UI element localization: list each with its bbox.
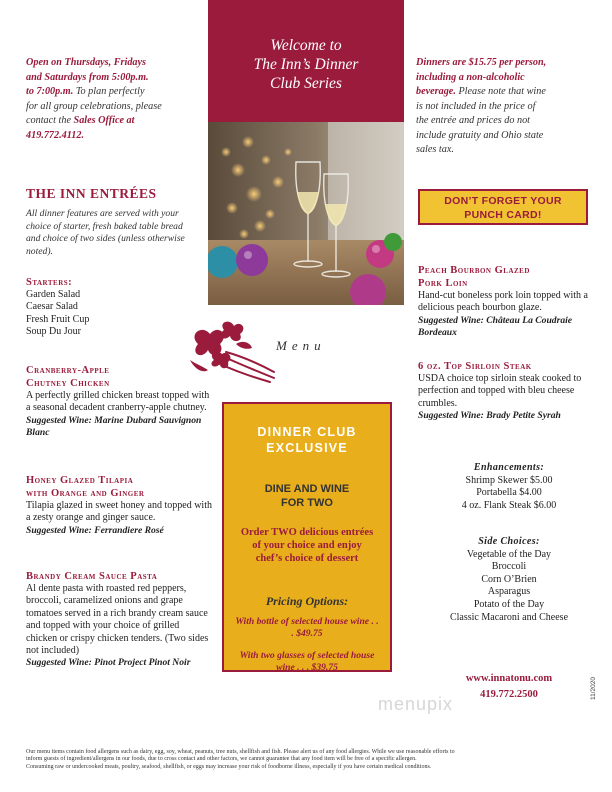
side-item: Asparagus	[487, 586, 531, 598]
punch-card-banner	[418, 189, 588, 225]
disclaimer-line-3: Consuming raw or undercooked meats, poultry, seafood, shellfish, or eggs may increase your risk of foodborne illness, especially if you have certain medical conditions.	[26, 763, 432, 770]
price-line-4: is not included in the price of	[416, 100, 536, 112]
side-item: Potato of the Day	[473, 598, 545, 610]
disclaimer-line-2: inform guests of ingredient/allergens in our foods, due to cross contact and other factors, we cannot guarantee that any food item will be free of a specific allergen.	[26, 756, 417, 763]
side-item: Classic Macaroni and Cheese	[449, 611, 569, 623]
suggested-wine: Suggested Wine: Pinot Project Pinot Noir	[26, 657, 191, 669]
side-item: Vegetable of the Day	[466, 548, 552, 560]
dish-title: Cranberry-Apple	[26, 365, 110, 376]
welcome-line-1: Welcome to	[270, 37, 342, 54]
punch-card-line-2: PUNCH CARD!	[464, 209, 542, 221]
dish-title: with Orange and Ginger	[26, 488, 145, 499]
order-two-offer: Order TWO delicious entrées of your choice and enjoy chef’s choice of dessert	[240, 527, 374, 564]
dish-title: Honey Glazed Tilapia	[26, 475, 134, 486]
side-choices-section	[418, 536, 600, 624]
hours-line-5-pre: contact the	[26, 115, 74, 126]
dish-title: Brandy Cream Sauce Pasta	[26, 571, 158, 582]
welcome-line-3: Club Series	[270, 75, 342, 92]
dinner-club-exclusive-box	[222, 402, 392, 672]
dish-description: Tilapia glazed in sweet honey and topped with a zesty orange and ginger sauce.	[26, 500, 212, 524]
enhancement-item: Shrimp Skewer $5.00	[465, 474, 553, 486]
suggested-wine: Suggested Wine: Château La Coudraie Bordeaux	[418, 314, 573, 339]
starter-item: Soup Du Jour	[26, 326, 82, 338]
dish-brandy-pasta	[26, 570, 212, 670]
exclusive-title-line-2: EXCLUSIVE	[266, 441, 348, 455]
dine-line-2: FOR TWO	[281, 497, 333, 509]
dish-title: Pork Loin	[418, 278, 468, 289]
dish-description: A perfectly grilled chicken breast topped with a seasonal decadent cranberry-apple chutney.	[26, 390, 210, 414]
dine-line-1: DINE AND WINE	[264, 483, 350, 495]
welcome-banner	[208, 0, 404, 122]
pricing-options-title: Pricing Options:	[265, 594, 349, 608]
punch-card-line-1: DON’T FORGET YOUR	[444, 195, 562, 207]
dish-peach-pork-loin	[418, 264, 600, 340]
enhancements-section	[418, 462, 600, 512]
menu-label: Menu	[276, 338, 326, 353]
dish-title: Peach Bourbon Glazed	[418, 265, 530, 276]
starters-section	[26, 276, 198, 339]
welcome-line-2: The Inn’s Dinner	[253, 56, 359, 73]
starter-item: Fresh Fruit Cup	[26, 313, 90, 325]
dish-description: Al dente pasta with roasted red peppers, broccoli, caramelized onions and grape tomatoes served in a rich brandy cream sauce and topped with your choice of grilled chicken or crispy chicken tenders. (Two sides not included)	[26, 583, 209, 657]
suggested-wine: Suggested Wine: Brady Petite Syrah	[418, 410, 561, 422]
price-line-1: Dinners are $15.75 per person,	[416, 57, 547, 68]
enhancements-title: Enhancements:	[473, 462, 545, 473]
enhancement-item: 4 oz. Flank Steak $6.00	[461, 499, 557, 511]
price-line-7: sales tax.	[416, 144, 454, 155]
date-code: 11/2020	[590, 676, 597, 700]
starter-item: Garden Salad	[26, 289, 81, 300]
hours-info	[26, 56, 198, 143]
allergen-disclaimer	[26, 749, 588, 771]
hours-line-2: and Saturdays from 5:00p.m.	[26, 71, 149, 83]
dish-sirloin-steak	[418, 360, 600, 423]
disclaimer-line-1: Our menu items contain food allergens such as dairy, egg, soy, wheat, peanuts, tree nuts, shellfish and fish. Please alert us of any food allergies. While we use reasonable efforts to	[26, 749, 455, 755]
dish-title: 6 oz. Top Sirloin Steak	[418, 361, 532, 372]
dish-description: USDA choice top sirloin steak cooked to perfection and topped with bleu cheese crumbles.	[418, 373, 582, 409]
entrees-title: THE INN ENTRÉES	[26, 186, 157, 201]
dine-and-wine-heading	[224, 482, 390, 510]
hours-line-3-rest: To plan perfectly	[73, 86, 145, 97]
website-link[interactable]: www.innatonu.com	[465, 673, 553, 684]
price-with-glasses: With two glasses of selected house wine . . . $39.75	[239, 650, 375, 673]
sales-office-phone: 419.772.4112.	[26, 129, 85, 141]
starters-title: Starters:	[26, 277, 73, 288]
menupix-watermark: menupix	[378, 694, 454, 714]
hours-line-1: Open on Thursdays, Fridays	[26, 57, 147, 68]
side-choices-title: Side Choices:	[478, 536, 540, 547]
dish-honey-tilapia	[26, 474, 212, 537]
hours-line-3-em: to 7:00p.m.	[26, 86, 74, 97]
price-with-bottle: With bottle of selected house wine . . . $49.75	[235, 616, 379, 639]
hours-line-4: for all group celebrations, please	[26, 100, 162, 112]
price-note	[416, 56, 594, 158]
wine-glasses-photo	[208, 122, 404, 305]
price-line-3-rest: Please note that wine	[455, 86, 546, 97]
entrees-intro: All dinner features are served with your choice of starter, fresh baked table bread and choice of two sides (unless otherwise noted).	[26, 208, 185, 257]
suggested-wine: Suggested Wine: Ferrandiere Rosé	[26, 524, 164, 536]
dish-cranberry-chicken	[26, 364, 212, 440]
suggested-wine: Suggested Wine: Marine Dubard Sauvignon Blanc	[26, 414, 202, 439]
exclusive-title-line-1: DINNER CLUB	[257, 425, 357, 439]
dish-description: Hand-cut boneless pork loin topped with a delicious peach bourbon glaze.	[418, 290, 588, 314]
exclusive-title	[224, 424, 390, 456]
price-line-2: including a non-alcoholic	[416, 71, 525, 83]
price-line-3-em: beverage.	[416, 86, 456, 97]
price-line-5: the entrée and prices do not	[416, 115, 531, 126]
enhancement-item: Portabella $4.00	[476, 487, 542, 499]
dish-title: Chutney Chicken	[26, 378, 110, 389]
sales-office-label: Sales Office at	[73, 115, 135, 126]
phone-number: 419.772.2500	[480, 689, 538, 700]
wine-glasses-illustration	[208, 122, 404, 305]
price-line-6: include gratuity and Ohio state	[416, 129, 544, 141]
starter-item: Caesar Salad	[26, 301, 78, 313]
side-item: Broccoli	[491, 561, 527, 573]
side-item: Corn O’Brien	[481, 573, 537, 585]
